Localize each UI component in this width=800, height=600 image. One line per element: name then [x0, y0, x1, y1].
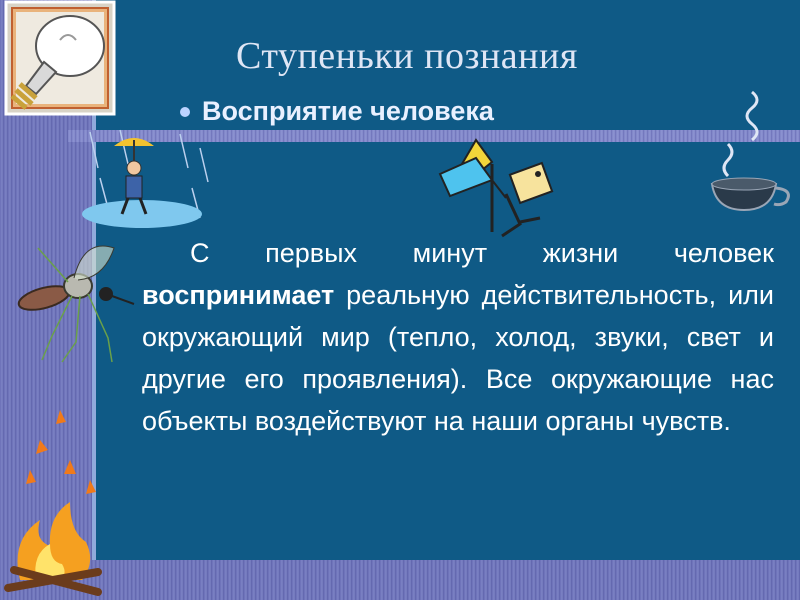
light-bulb-icon	[0, 0, 120, 120]
body-text-bold: воспринимает	[142, 280, 335, 310]
bullet-dot-icon	[180, 107, 190, 117]
shouting-person-icon	[436, 134, 566, 244]
slide-title: Ступеньки познания	[236, 35, 578, 77]
bullet-item	[180, 96, 494, 127]
body-paragraph	[142, 232, 774, 442]
rain-umbrella-person-icon	[80, 128, 220, 238]
mosquito-icon	[8, 236, 138, 366]
body-text-part2: реальную действительность, или окружающий мир (тепло, холод, звуки, свет и другие его проявления). Все окружающие нас объекты воздействуют на наши органы чувств.	[142, 280, 774, 436]
footer-strip	[92, 560, 800, 600]
steaming-cup-icon	[706, 88, 800, 218]
bullet-text: Восприятие человека	[202, 96, 494, 126]
campfire-icon	[0, 400, 110, 600]
body-text-part1: С первых минут жизни человек	[190, 238, 774, 268]
